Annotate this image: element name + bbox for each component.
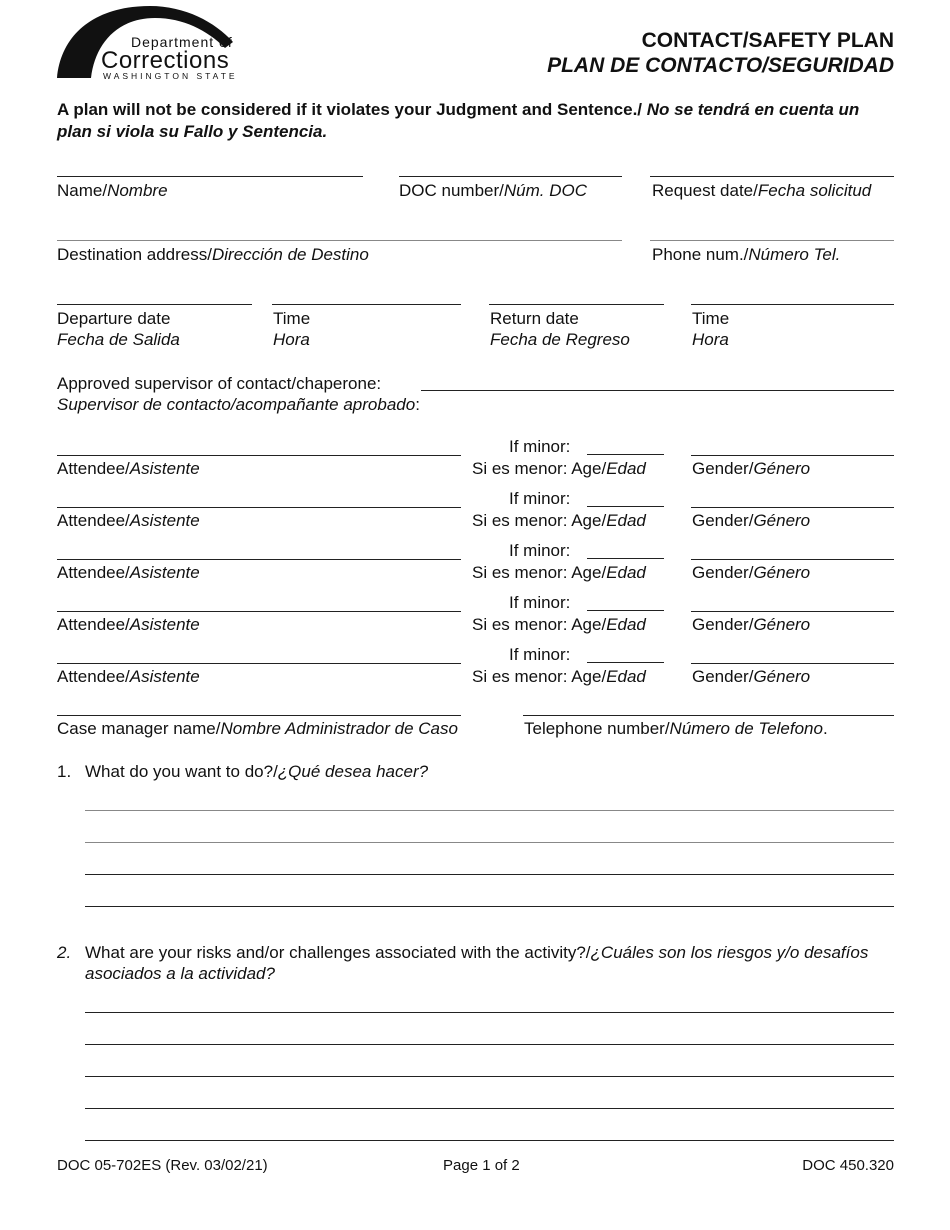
if-minor-label: If minor:: [509, 437, 571, 456]
gender-line[interactable]: [691, 455, 894, 456]
gender-label: Gender/Género: [692, 615, 811, 634]
phone-line[interactable]: [650, 240, 894, 241]
answer-1-line[interactable]: [85, 810, 894, 811]
answer-2-line[interactable]: [85, 1140, 894, 1141]
if-minor-label: If minor:: [509, 645, 571, 664]
case-manager-line[interactable]: [57, 715, 461, 716]
logo-department-text: Department of: [131, 34, 233, 50]
gender-label: Gender/Género: [692, 511, 811, 530]
age-label: Si es menor: Age/Edad: [472, 667, 646, 686]
name-label: Name/Nombre: [57, 181, 168, 200]
question-1-number: 1.: [57, 762, 72, 781]
gender-line[interactable]: [691, 663, 894, 664]
doc-number-label: DOC number/Núm. DOC: [399, 181, 587, 200]
logo-state-text: WASHINGTON STATE: [103, 71, 238, 81]
attendee-name-line[interactable]: [57, 611, 461, 612]
question-1-text: What do you want to do?/¿Qué desea hacer?: [85, 762, 429, 781]
age-label: Si es menor: Age/Edad: [472, 459, 646, 478]
attendee-label: Attendee/Asistente: [57, 563, 200, 582]
footer-form-id: DOC 05-702ES (Rev. 03/02/21): [57, 1157, 268, 1174]
age-line[interactable]: [587, 662, 664, 663]
supervisor-label: Approved supervisor of contact/chaperone: Supervisor de contacto/acompañante aprobado:: [57, 374, 420, 414]
departure-time-line[interactable]: [272, 304, 461, 305]
gender-line[interactable]: [691, 507, 894, 508]
attendee-name-line[interactable]: [57, 663, 461, 664]
gender-label: Gender/Género: [692, 667, 811, 686]
question-2-number: 2.: [57, 943, 72, 962]
age-label: Si es menor: Age/Edad: [472, 615, 646, 634]
footer-page-number: Page 1 of 2: [443, 1157, 520, 1174]
return-time-line[interactable]: [691, 304, 894, 305]
answer-2-line[interactable]: [85, 1012, 894, 1013]
gender-line[interactable]: [691, 611, 894, 612]
footer-policy-number: DOC 450.320: [802, 1157, 894, 1174]
age-label: Si es menor: Age/Edad: [472, 563, 646, 582]
case-manager-label: Case manager name/Nombre Administrador de Caso: [57, 719, 458, 738]
attendee-label: Attendee/Asistente: [57, 511, 200, 530]
answer-1-line[interactable]: [85, 842, 894, 843]
attendee-name-line[interactable]: [57, 559, 461, 560]
destination-label: Destination address/Dirección de Destino: [57, 245, 369, 264]
departure-time-label: Time Hora: [273, 309, 311, 349]
doc-number-line[interactable]: [399, 176, 622, 177]
question-2-text: What are your risks and/or challenges associated with the activity?/¿Cuáles son los riesgos y/o desafíos asociados a la actividad?: [85, 943, 869, 983]
answer-2-line[interactable]: [85, 1076, 894, 1077]
telephone-label: Telephone number/Número de Telefono.: [524, 719, 828, 738]
departure-date-label: Departure date Fecha de Salida: [57, 309, 180, 349]
attendee-name-line[interactable]: [57, 507, 461, 508]
gender-label: Gender/Género: [692, 563, 811, 582]
return-time-label: Time Hora: [692, 309, 730, 349]
telephone-line[interactable]: [523, 715, 894, 716]
age-line[interactable]: [587, 454, 664, 455]
if-minor-label: If minor:: [509, 489, 571, 508]
destination-line[interactable]: [57, 240, 622, 241]
if-minor-label: If minor:: [509, 541, 571, 560]
supervisor-line[interactable]: [421, 390, 894, 391]
attendee-label: Attendee/Asistente: [57, 667, 200, 686]
age-label: Si es menor: Age/Edad: [472, 511, 646, 530]
logo-corrections-text: Corrections: [101, 47, 230, 74]
notice-text: A plan will not be considered if it violates your Judgment and Sentence./ No se tendrá en cuenta un plan si viola su Fallo y Sentencia.: [57, 100, 860, 141]
departure-date-line[interactable]: [57, 304, 252, 305]
gender-line[interactable]: [691, 559, 894, 560]
title-spanish: PLAN DE CONTACTO/SEGURIDAD: [547, 54, 894, 77]
request-date-label: Request date/Fecha solicitud: [652, 181, 872, 200]
age-line[interactable]: [587, 506, 664, 507]
title-english: CONTACT/SAFETY PLAN: [641, 29, 894, 52]
request-date-line[interactable]: [650, 176, 894, 177]
attendee-label: Attendee/Asistente: [57, 459, 200, 478]
return-date-line[interactable]: [489, 304, 664, 305]
attendee-label: Attendee/Asistente: [57, 615, 200, 634]
phone-label: Phone num./Número Tel.: [652, 245, 841, 264]
age-line[interactable]: [587, 610, 664, 611]
doc-logo: [55, 4, 255, 80]
return-date-label: Return date Fecha de Regreso: [490, 309, 630, 349]
age-line[interactable]: [587, 558, 664, 559]
answer-1-line[interactable]: [85, 874, 894, 875]
answer-2-line[interactable]: [85, 1044, 894, 1045]
name-line[interactable]: [57, 176, 363, 177]
if-minor-label: If minor:: [509, 593, 571, 612]
answer-2-line[interactable]: [85, 1108, 894, 1109]
answer-1-line[interactable]: [85, 906, 894, 907]
attendee-name-line[interactable]: [57, 455, 461, 456]
gender-label: Gender/Género: [692, 459, 811, 478]
